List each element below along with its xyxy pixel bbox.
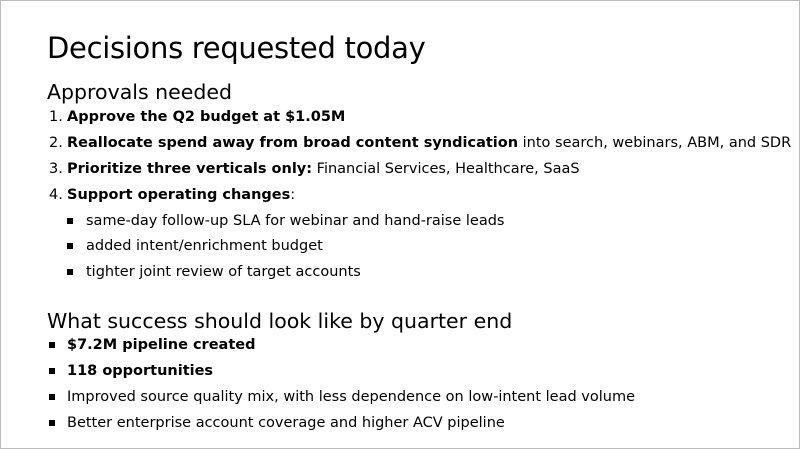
sub-bullet-text: added intent/enrichment budget (86, 238, 323, 254)
approval-item-bold: Prioritize three verticals only: (67, 161, 313, 177)
approval-item-rest: Financial Services, Healthcare, SaaS (312, 161, 580, 177)
square-bullet-icon (67, 218, 73, 224)
square-bullet-icon (49, 368, 55, 374)
approval-item-rest: into search, webinars, ABM, and SDR (518, 135, 792, 151)
sub-bullet-text: same-day follow-up SLA for webinar and hand-raise leads (86, 213, 505, 229)
success-item-text: Better enterprise account coverage and higher ACV pipeline (67, 415, 505, 431)
approval-item-bold: Support operating changes (67, 187, 291, 203)
square-bullet-icon (49, 420, 55, 426)
approval-item-number: 1. (49, 109, 63, 125)
success-item-text: 118 opportunities (67, 363, 214, 379)
approvals-heading: Approvals needed (47, 80, 233, 104)
approval-item-number: 4. (49, 187, 63, 203)
square-bullet-icon (67, 269, 73, 275)
sub-bullet-text: tighter joint review of target accounts (86, 264, 361, 280)
slide-title: Decisions requested today (47, 31, 426, 65)
success-item-text: Improved source quality mix, with less dependence on low-intent lead volume (67, 389, 635, 405)
approval-item-bold: Approve the Q2 budget at $1.05M (67, 109, 346, 125)
approval-item-rest: : (290, 187, 296, 203)
approval-item-bold: Reallocate spend away from broad content syndication (67, 135, 519, 151)
square-bullet-icon (67, 243, 73, 249)
success-heading: What success should look like by quarter end (47, 309, 513, 333)
square-bullet-icon (49, 342, 55, 348)
square-bullet-icon (49, 394, 55, 400)
approval-item-number: 2. (49, 135, 63, 151)
approval-item-number: 3. (49, 161, 63, 177)
success-item-text: $7.2M pipeline created (67, 337, 256, 353)
